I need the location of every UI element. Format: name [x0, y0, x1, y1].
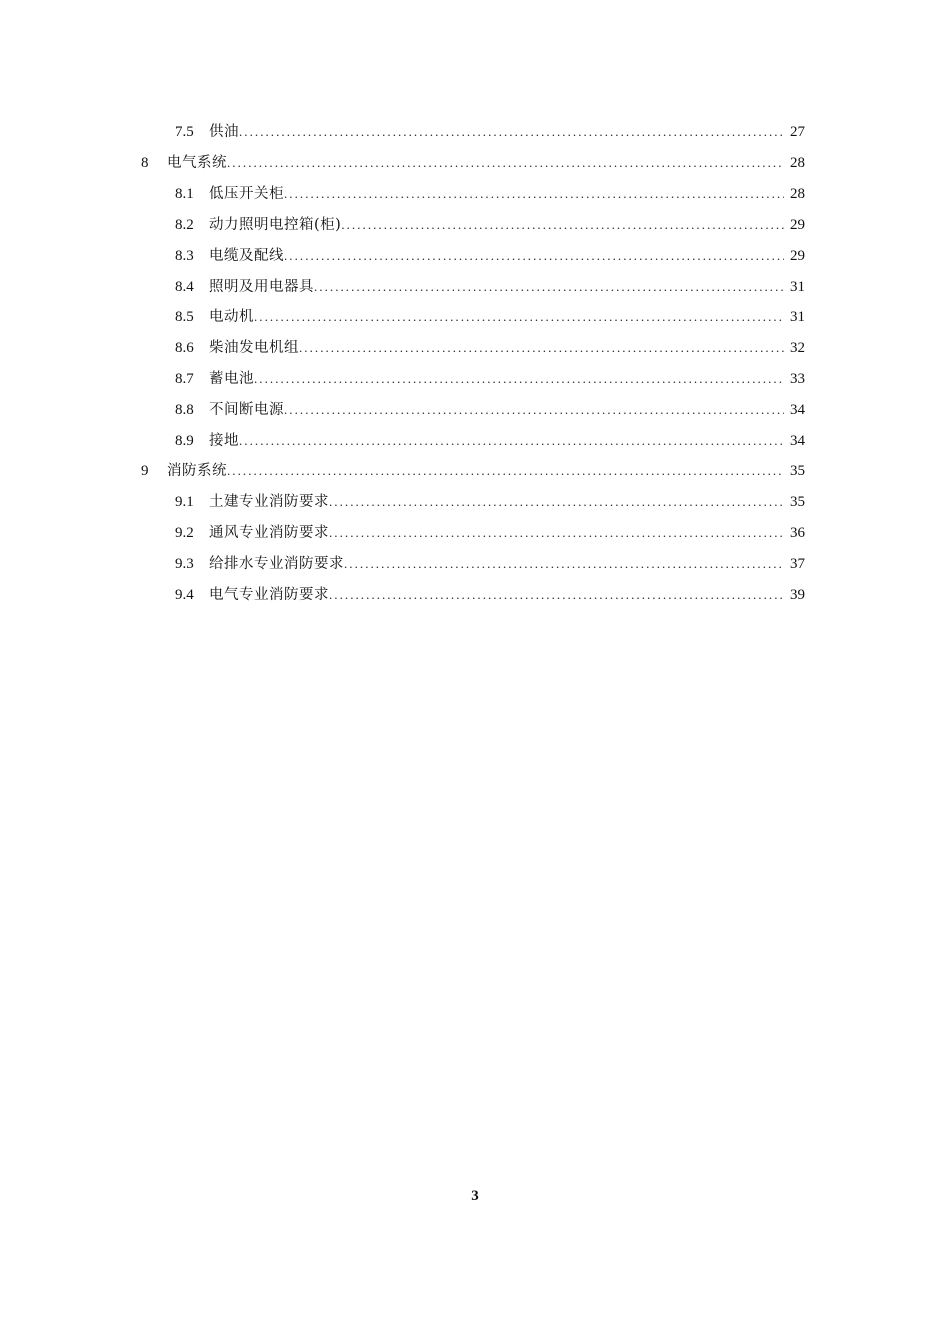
toc-entry-8[interactable] [141, 148, 805, 178]
dot-leader [314, 272, 784, 302]
toc-entry-8-2[interactable] [175, 210, 805, 240]
toc-entry-9-3[interactable] [175, 549, 805, 579]
toc-entry-number: 8.1 [175, 186, 194, 202]
dot-leader [254, 302, 784, 332]
dot-leader [329, 518, 784, 548]
toc-entry-page: 34 [790, 433, 805, 449]
toc-entry-title: 消防系统 [167, 463, 227, 479]
dot-leader [284, 395, 784, 425]
toc-entry-page: 28 [790, 186, 805, 202]
toc-entry-page: 39 [790, 587, 805, 603]
toc-entry-8-3[interactable] [175, 241, 805, 271]
toc-entry-number: 8.7 [175, 371, 194, 387]
toc-entry-8-4[interactable] [175, 272, 805, 302]
dot-leader [329, 580, 784, 610]
toc-entry-page: 34 [790, 402, 805, 418]
toc-entry-number: 8.9 [175, 433, 194, 449]
page-number: 3 [471, 1188, 479, 1204]
dot-leader [227, 148, 784, 178]
dot-leader [341, 210, 784, 240]
toc-entry-title: 柴油发电机组 [209, 340, 299, 356]
toc-entry-page: 31 [790, 279, 805, 295]
toc-entry-title: 土建专业消防要求 [209, 494, 329, 510]
toc-entry-page: 28 [790, 155, 805, 171]
toc-entry-number: 8.6 [175, 340, 194, 356]
toc-entry-number: 7.5 [175, 124, 194, 140]
toc-entry-title: 电缆及配线 [209, 248, 284, 264]
toc-entry-page: 32 [790, 340, 805, 356]
toc-entry-number: 8 [141, 155, 149, 171]
toc-entry-number: 8.8 [175, 402, 194, 418]
toc-entry-number: 9.1 [175, 494, 194, 510]
toc-entry-number: 9.4 [175, 587, 194, 603]
toc-entry-title: 动力照明电控箱(柜) [209, 217, 342, 233]
dot-leader [284, 179, 784, 209]
toc-entry-title: 照明及用电器具 [209, 279, 314, 295]
toc-entry-title: 供油 [209, 124, 239, 140]
dot-leader [299, 333, 784, 363]
toc-entry-number: 8.5 [175, 309, 194, 325]
toc-entry-9-2[interactable] [175, 518, 805, 548]
dot-leader [239, 426, 784, 456]
toc-entry-page: 35 [790, 463, 805, 479]
toc-entry-9-1[interactable] [175, 487, 805, 517]
dot-leader [284, 241, 784, 271]
toc-entry-page: 31 [790, 309, 805, 325]
toc-entry-9[interactable] [141, 456, 805, 486]
toc-entry-number: 8.2 [175, 217, 194, 233]
toc-entry-page: 37 [790, 556, 805, 572]
dot-leader [254, 364, 784, 394]
toc-entry-8-1[interactable] [175, 179, 805, 209]
toc-entry-page: 33 [790, 371, 805, 387]
toc-entry-8-5[interactable] [175, 302, 805, 332]
toc-entry-9-4[interactable] [175, 580, 805, 610]
toc-entry-number: 9.2 [175, 525, 194, 541]
toc-entry-8-8[interactable] [175, 395, 805, 425]
toc-entry-page: 27 [790, 124, 805, 140]
toc-entry-title: 通风专业消防要求 [209, 525, 329, 541]
toc-entry-7-5[interactable] [175, 117, 805, 147]
dot-leader [344, 549, 784, 579]
toc-entry-title: 蓄电池 [209, 371, 254, 387]
toc-entry-number: 9.3 [175, 556, 194, 572]
toc-entry-page: 29 [790, 217, 805, 233]
toc-entry-title: 电气系统 [167, 155, 227, 171]
toc-entry-page: 36 [790, 525, 805, 541]
dot-leader [227, 456, 784, 486]
toc-entry-page: 29 [790, 248, 805, 264]
toc-entry-title: 给排水专业消防要求 [209, 556, 344, 572]
toc-entry-8-7[interactable] [175, 364, 805, 394]
toc-entry-page: 35 [790, 494, 805, 510]
dot-leader [329, 487, 784, 517]
toc-entry-8-9[interactable] [175, 426, 805, 456]
toc-entry-8-6[interactable] [175, 333, 805, 363]
toc-entry-title: 电动机 [209, 309, 254, 325]
dot-leader [239, 117, 784, 147]
toc-entry-title: 不间断电源 [209, 402, 284, 418]
toc-entry-title: 低压开关柜 [209, 186, 284, 202]
toc-entry-title: 接地 [209, 433, 239, 449]
toc-entry-number: 9 [141, 463, 149, 479]
toc-entry-title: 电气专业消防要求 [209, 587, 329, 603]
toc-entry-number: 8.4 [175, 279, 194, 295]
toc-entry-number: 8.3 [175, 248, 194, 264]
